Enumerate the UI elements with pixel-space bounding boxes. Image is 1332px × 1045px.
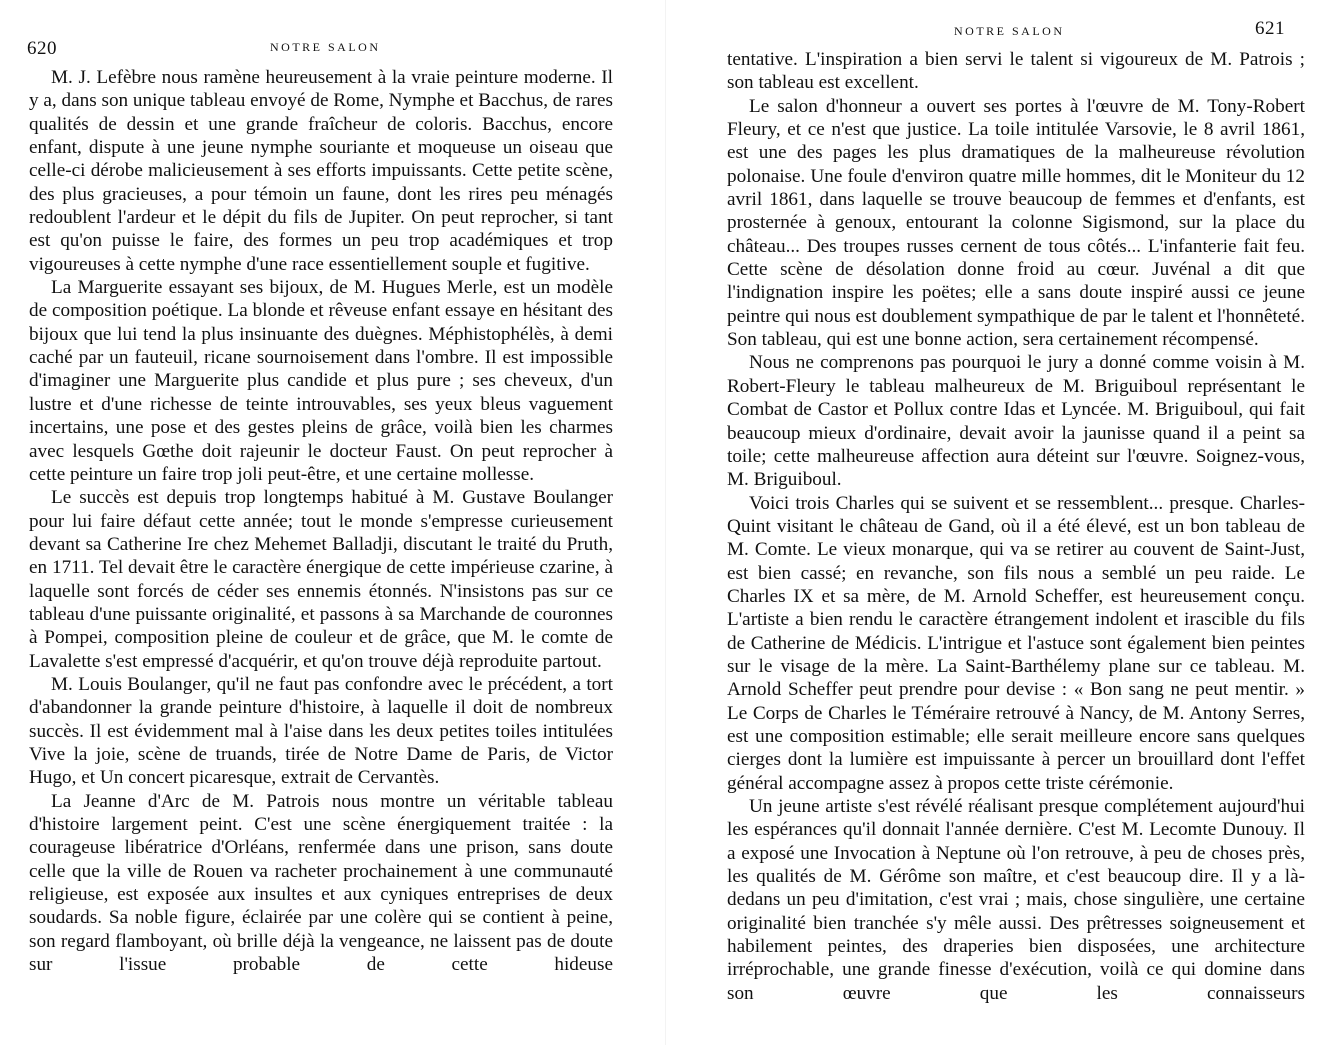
paragraph-briguiboul: Nous ne comprenons pas pourquoi le jury a donné comme voisin à M. Robert-Fleury le tableau malheureux de M. Briguiboul représentant le Combat de Castor et Pollux contre Idas et Lyncée. M. Briguiboul, qui fait beaucoup mieux d'ordinaire, devait avoir la jaunisse quand il a peint sa toile; cette malheureuse affection aura déteint sur l'œuvre. Soignez-vous, M. Briguiboul. (727, 352, 1305, 491)
left-text-column (29, 66, 613, 976)
right-text-column (727, 48, 1305, 1005)
right-running-title: NOTRE SALON (954, 24, 1065, 38)
paragraph-robert-fleury: Le salon d'honneur a ouvert ses portes à l'œuvre de M. Tony-Robert Fleury, et ce n'est que justice. La toile intitulée Varsovie, le 8 avril 1861, est une des pages les plus dramatiques de la malheureuse révolution polonaise. Une foule d'environ quatre mille hommes, dit le Moniteur du 12 avril 1861, dans laquelle se trouve beaucoup de femmes et d'enfants, est prosternée à genoux, entourant la colonne Sigismond, sur la place du château... Des troupes russes cernent de tous côtés... L'infanterie fait feu. Cette scène de désolation donne froid au cœur. Juvénal a dit que l'indignation inspire les poëtes; elle a sans doute inspiré aussi ce jeune peintre qui nous est doublement sympathique de par le talent et l'honnêteté. Son tableau, qui est une bonne action, sera certainement récompensé. (727, 95, 1305, 351)
paragraph-louis-boulanger: M. Louis Boulanger, qu'il ne faut pas confondre avec le précédent, a tort d'abandonner la grande peinture d'histoire, à laquelle il doit de nombreux succès. Il est évidemment mal à l'aise dans les deux petites toiles intitulées Vive la joie, scène de truands, tirée de Notre Dame de Paris, de Victor Hugo, et Un concert picaresque, extrait de Cervantès. (29, 673, 613, 789)
paragraph-tentative: tentative. L'inspiration a bien servi le talent si vigoureux de M. Patrois ; son tableau est excellent. (727, 49, 1305, 94)
left-page-number: 620 (27, 38, 57, 59)
paragraph-merle: La Marguerite essayant ses bijoux, de M. Hugues Merle, est un modèle de composition poétique. La blonde et rêveuse enfant essaye en hésitant des bijoux que lui tend la plus insinuante des duègnes. Méphistophélès, à demi caché par un fauteuil, ricane sournoisement dans l'ombre. Il est impossible d'imaginer une Marguerite plus candide et plus pure ; ses cheveux, d'un lustre et d'une richesse de teinte introuvables, ses yeux bleus vaguement incertains, une pose et des gestes pleins de grâce, voilà bien les charmes avec lesquels Gœthe doit rajeunir le docteur Faust. On peut reprocher à cette peinture un faire trop joli peut-être, et une certaine mollesse. (29, 277, 613, 485)
paragraph-patrois: La Jeanne d'Arc de M. Patrois nous montre un véritable tableau d'histoire largement peint. C'est une scène énergiquement traitée : la courageuse libératrice d'Orléans, renfermée dans une prison, sans doute celle que la ville de Rouen va racheter prochainement à une communauté religieuse, est exposée aux insultes et aux cyniques entreprises de deux soudards. Sa noble figure, éclairée par une colère qui se contient à peine, son regard flamboyant, où brille déjà la vengeance, ne laissent pas de doute sur l'issue probable de cette hideuse (29, 790, 613, 976)
paragraph-lecomte-dunouy: Un jeune artiste s'est révélé réalisant presque complétement aujourd'hui les espérances qu'il donnait l'année dernière. C'est M. Lecomte Dunouy. Il a exposé une Invocation à Neptune où l'on retrouve, à peu de choses près, les qualités de M. Gérôme son maître, et c'est beaucoup dire. Il y a là-dedans un peu d'imitation, c'est vrai ; mais, chose singulière, une certaine originalité bien tranchée s'y mêle aussi. Des prêtresses soigneusement et habilement peintes, des draperies bien disposées, une architecture irréprochable, une grande finesse d'exécution, voilà ce qui domine dans son œuvre que les connaisseurs (727, 796, 1305, 1004)
paragraph-gustave-boulanger: Le succès est depuis trop longtemps habitué à M. Gustave Boulanger pour lui faire défaut cette année; tout le monde s'empresse curieusement devant sa Catherine Ire chez Mehemet Balladji, discutant le traité du Pruth, en 1711. Tel devait être le caractère énergique de cette impérieuse czarine, à laquelle sont forcés de céder ses ennemis étonnés. N'insistons pas sur ce tableau d'une puissante originalité, et passons à sa Marchande de couronnes à Pompei, composition pleine de couleur et de grâce, que M. le comte de Lavalette s'est empressé d'acquérir, et qu'on trouve déjà reproduite partout. (29, 487, 613, 672)
right-page (666, 0, 1332, 1045)
right-page-number: 621 (1255, 18, 1285, 39)
left-running-title: NOTRE SALON (270, 40, 381, 54)
paragraph-trois-charles: Voici trois Charles qui se suivent et se ressemblent... presque. Charles-Quint visitant le château de Gand, où il a été élevé, est un bon tableau de M. Comte. Le vieux monarque, qui va se retirer au couvent de Saint-Just, est bien cassé; en revanche, son fils nous a semblé un peu raide. Le Charles IX et sa mère, de M. Arnold Scheffer, est heureusement conçu. L'artiste a bien rendu le caractère étrangement indolent et irascible du fils de Catherine de Médicis. L'intrigue et l'astuce sont également bien peintes sur le visage de la mère. La Saint-Barthélemy plane sur ce tableau. M. Arnold Scheffer peut prendre pour devise : « Bon sang ne peut mentir. » Le Corps de Charles le Téméraire retrouvé à Nancy, de M. Antony Serres, est une composition estimable; elle serait meilleure encore sans quelques cierges dont la lumière est impuissante à percer un brouillard dont l'effet général accompagne assez à propos cette triste cérémonie. (727, 492, 1305, 794)
paragraph-lefebre: M. J. Lefèbre nous ramène heureusement à la vraie peinture moderne. Il y a, dans son unique tableau envoyé de Rome, Nymphe et Bacchus, de rares qualités de dessin et une grande fraîcheur de coloris. Bacchus, encore enfant, dispute à une jeune nymphe souriante et moqueuse un oiseau que celle-ci dérobe malicieusement à ses efforts impuissants. Cette petite scène, des plus gracieuses, a pour témoin un faune, dont les rires peu ménagés redoublent l'ardeur et le dépit du fils de Jupiter. On peut reprocher, si tant est qu'on puisse le faire, des formes un peu trop académiques et trop vigoureuses à cette nymphe d'une race essentiellement souple et fugitive. (29, 67, 613, 275)
